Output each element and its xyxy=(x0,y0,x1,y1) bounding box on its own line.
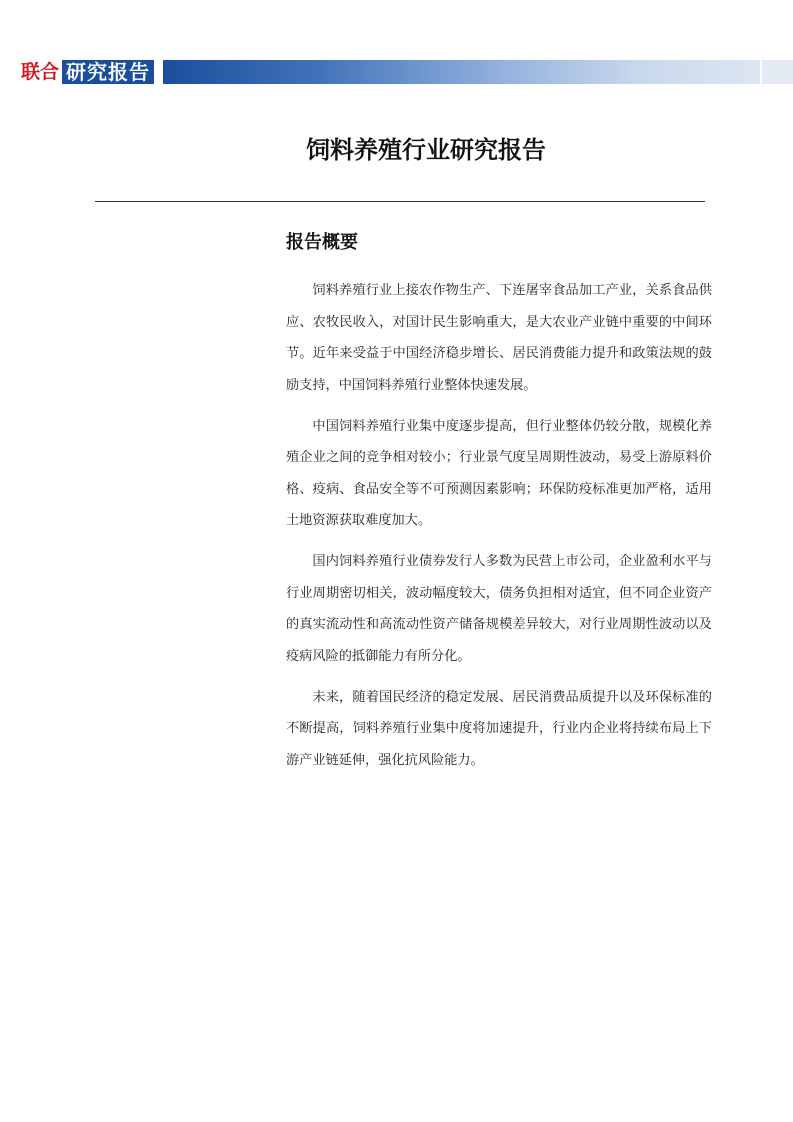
summary-heading: 报告概要 xyxy=(286,232,358,253)
brand-name-red: 联合 xyxy=(21,61,60,83)
title-divider xyxy=(95,201,705,202)
summary-paragraph-4: 未来，随着国民经济的稳定发展、居民消费品质提升以及环保标准的不断提高，饲料养殖行业集中度将加速提升，行业内企业将持续布局上下游产业链延伸，强化抗风险能力。 xyxy=(286,689,712,768)
summary-paragraph-1: 饲料养殖行业上接农作物生产、下连屠宰食品加工产业，关系食品供应、农牧民收入，对国计民生影响重大，是大农业产业链中重要的中间环节。近年来受益于中国经济稳步增长、居民消费能力提升和政策法规的鼓励支持，中国饲料养殖行业整体快速发展。 xyxy=(286,283,712,393)
summary-paragraph-2: 中国饲料养殖行业集中度逐步提高，但行业整体仍较分散，规模化养殖企业之间的竞争相对较小；行业景气度呈周期性波动，易受上游原料价格、疫病、食品安全等不可预测因素影响；环保防疫标准更加严格，适用土地资源获取难度加大。 xyxy=(286,418,712,528)
page-title: 饲料养殖行业研究报告 xyxy=(306,136,546,164)
summary-body xyxy=(286,275,712,786)
header-end-block xyxy=(762,60,793,84)
brand-name-box: 研究报告 xyxy=(62,60,154,84)
summary-paragraph-3: 国内饲料养殖行业债券发行人多数为民营上市公司，企业盈利水平与行业周期密切相关，波动幅度较大，债务负担相对适宜，但不同企业资产的真实流动性和高流动性资产储备规模差异较大，对行业周期性波动以及疫病风险的抵御能力有所分化。 xyxy=(286,554,712,664)
header-gradient-bar xyxy=(163,60,760,84)
